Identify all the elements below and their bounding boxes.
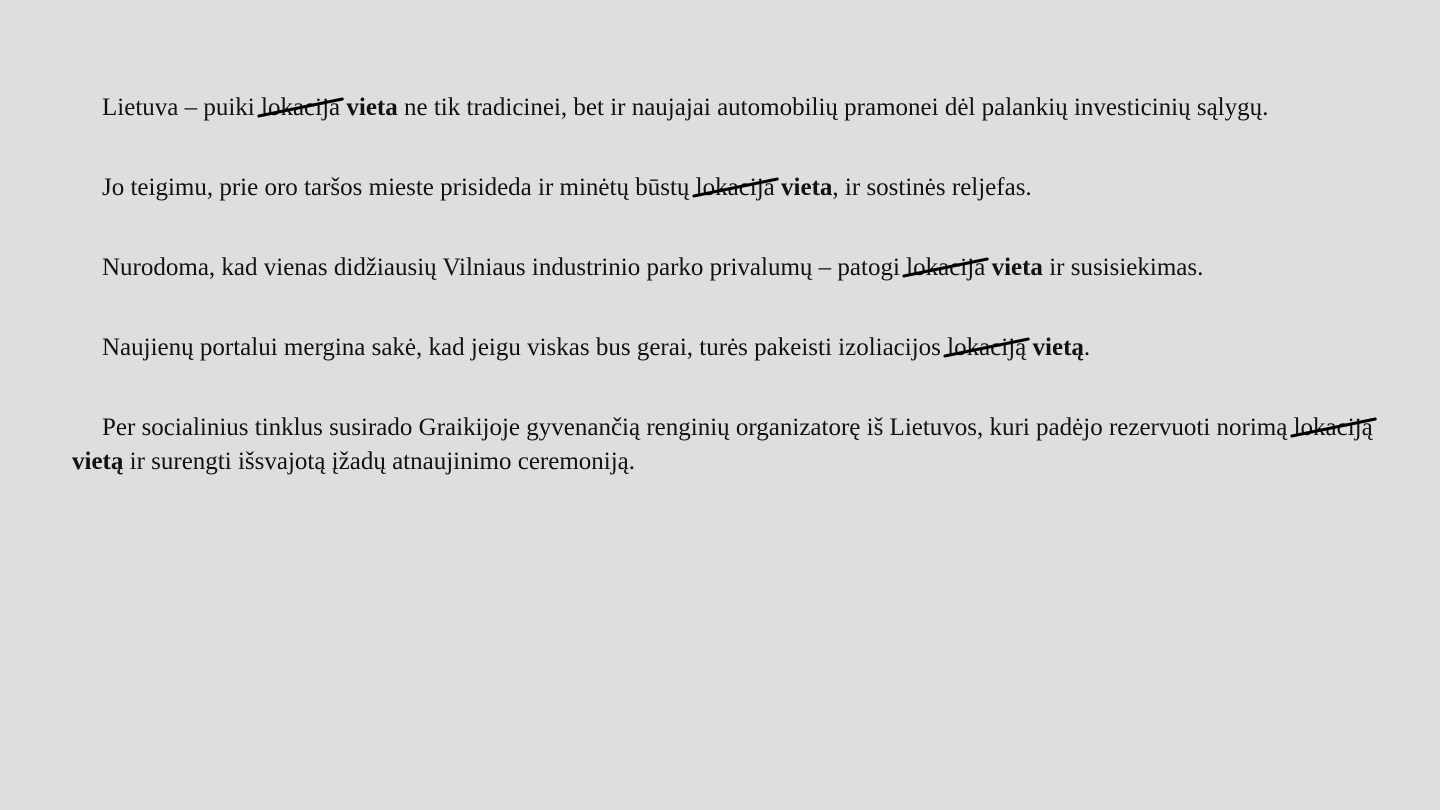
paragraph-text-before: Nurodoma, kad vienas didžiausių Vilniaus industrinio parko privalumų – patogi [102, 254, 907, 281]
paragraph-text-before: Lietuva – puiki [102, 94, 261, 121]
paragraph-text-before: Per socialinius tinklus susirado Graikijoje gyvenančią renginių organizatorę iš Lietuvos, kuri padėjo rezervuoti norimą [102, 414, 1294, 441]
paragraph-text-after: ir susisiekimas. [1042, 254, 1204, 281]
struck-word [261, 91, 340, 125]
replacement-word: vietą [72, 448, 124, 475]
paragraph-text-after: . [1083, 334, 1091, 361]
replacement-word: vieta [781, 174, 833, 201]
struck-word-text: lokaciją [947, 334, 1027, 361]
struck-word [696, 171, 775, 205]
paragraph-2 [72, 171, 1408, 205]
struck-word-text: lokacija [261, 94, 341, 121]
paragraph-text-after: ir surengti išsvajotą įžadų atnaujinimo ceremoniją. [123, 448, 636, 475]
struck-word-text: lokacija [695, 174, 775, 201]
struck-word [906, 251, 985, 285]
replacement-word: vietą [1032, 334, 1084, 361]
struck-word [1294, 411, 1373, 445]
paragraph-text-after: ne tik tradicinei, bet ir naujajai automobilių pramonei dėl palankių investicinių sąlygų. [397, 94, 1269, 121]
struck-word-text: lokaciją [1293, 414, 1373, 441]
paragraph-1 [72, 91, 1408, 125]
paragraph-text-after: , ir sostinės reljefas. [832, 174, 1032, 201]
struck-word-text: lokacija [906, 254, 986, 281]
replacement-word: vieta [346, 94, 398, 121]
paragraph-text-before: Naujienų portalui mergina sakė, kad jeigu viskas bus gerai, turės pakeisti izoliacijos [102, 334, 948, 361]
paragraph-text-before: Jo teigimu, prie oro taršos mieste prisideda ir minėtų būstų [102, 174, 696, 201]
struck-word [947, 331, 1026, 365]
paragraph-5 [72, 411, 1408, 479]
replacement-word: vieta [991, 254, 1043, 281]
paragraph-3 [72, 251, 1408, 285]
paragraph-4 [72, 331, 1408, 365]
